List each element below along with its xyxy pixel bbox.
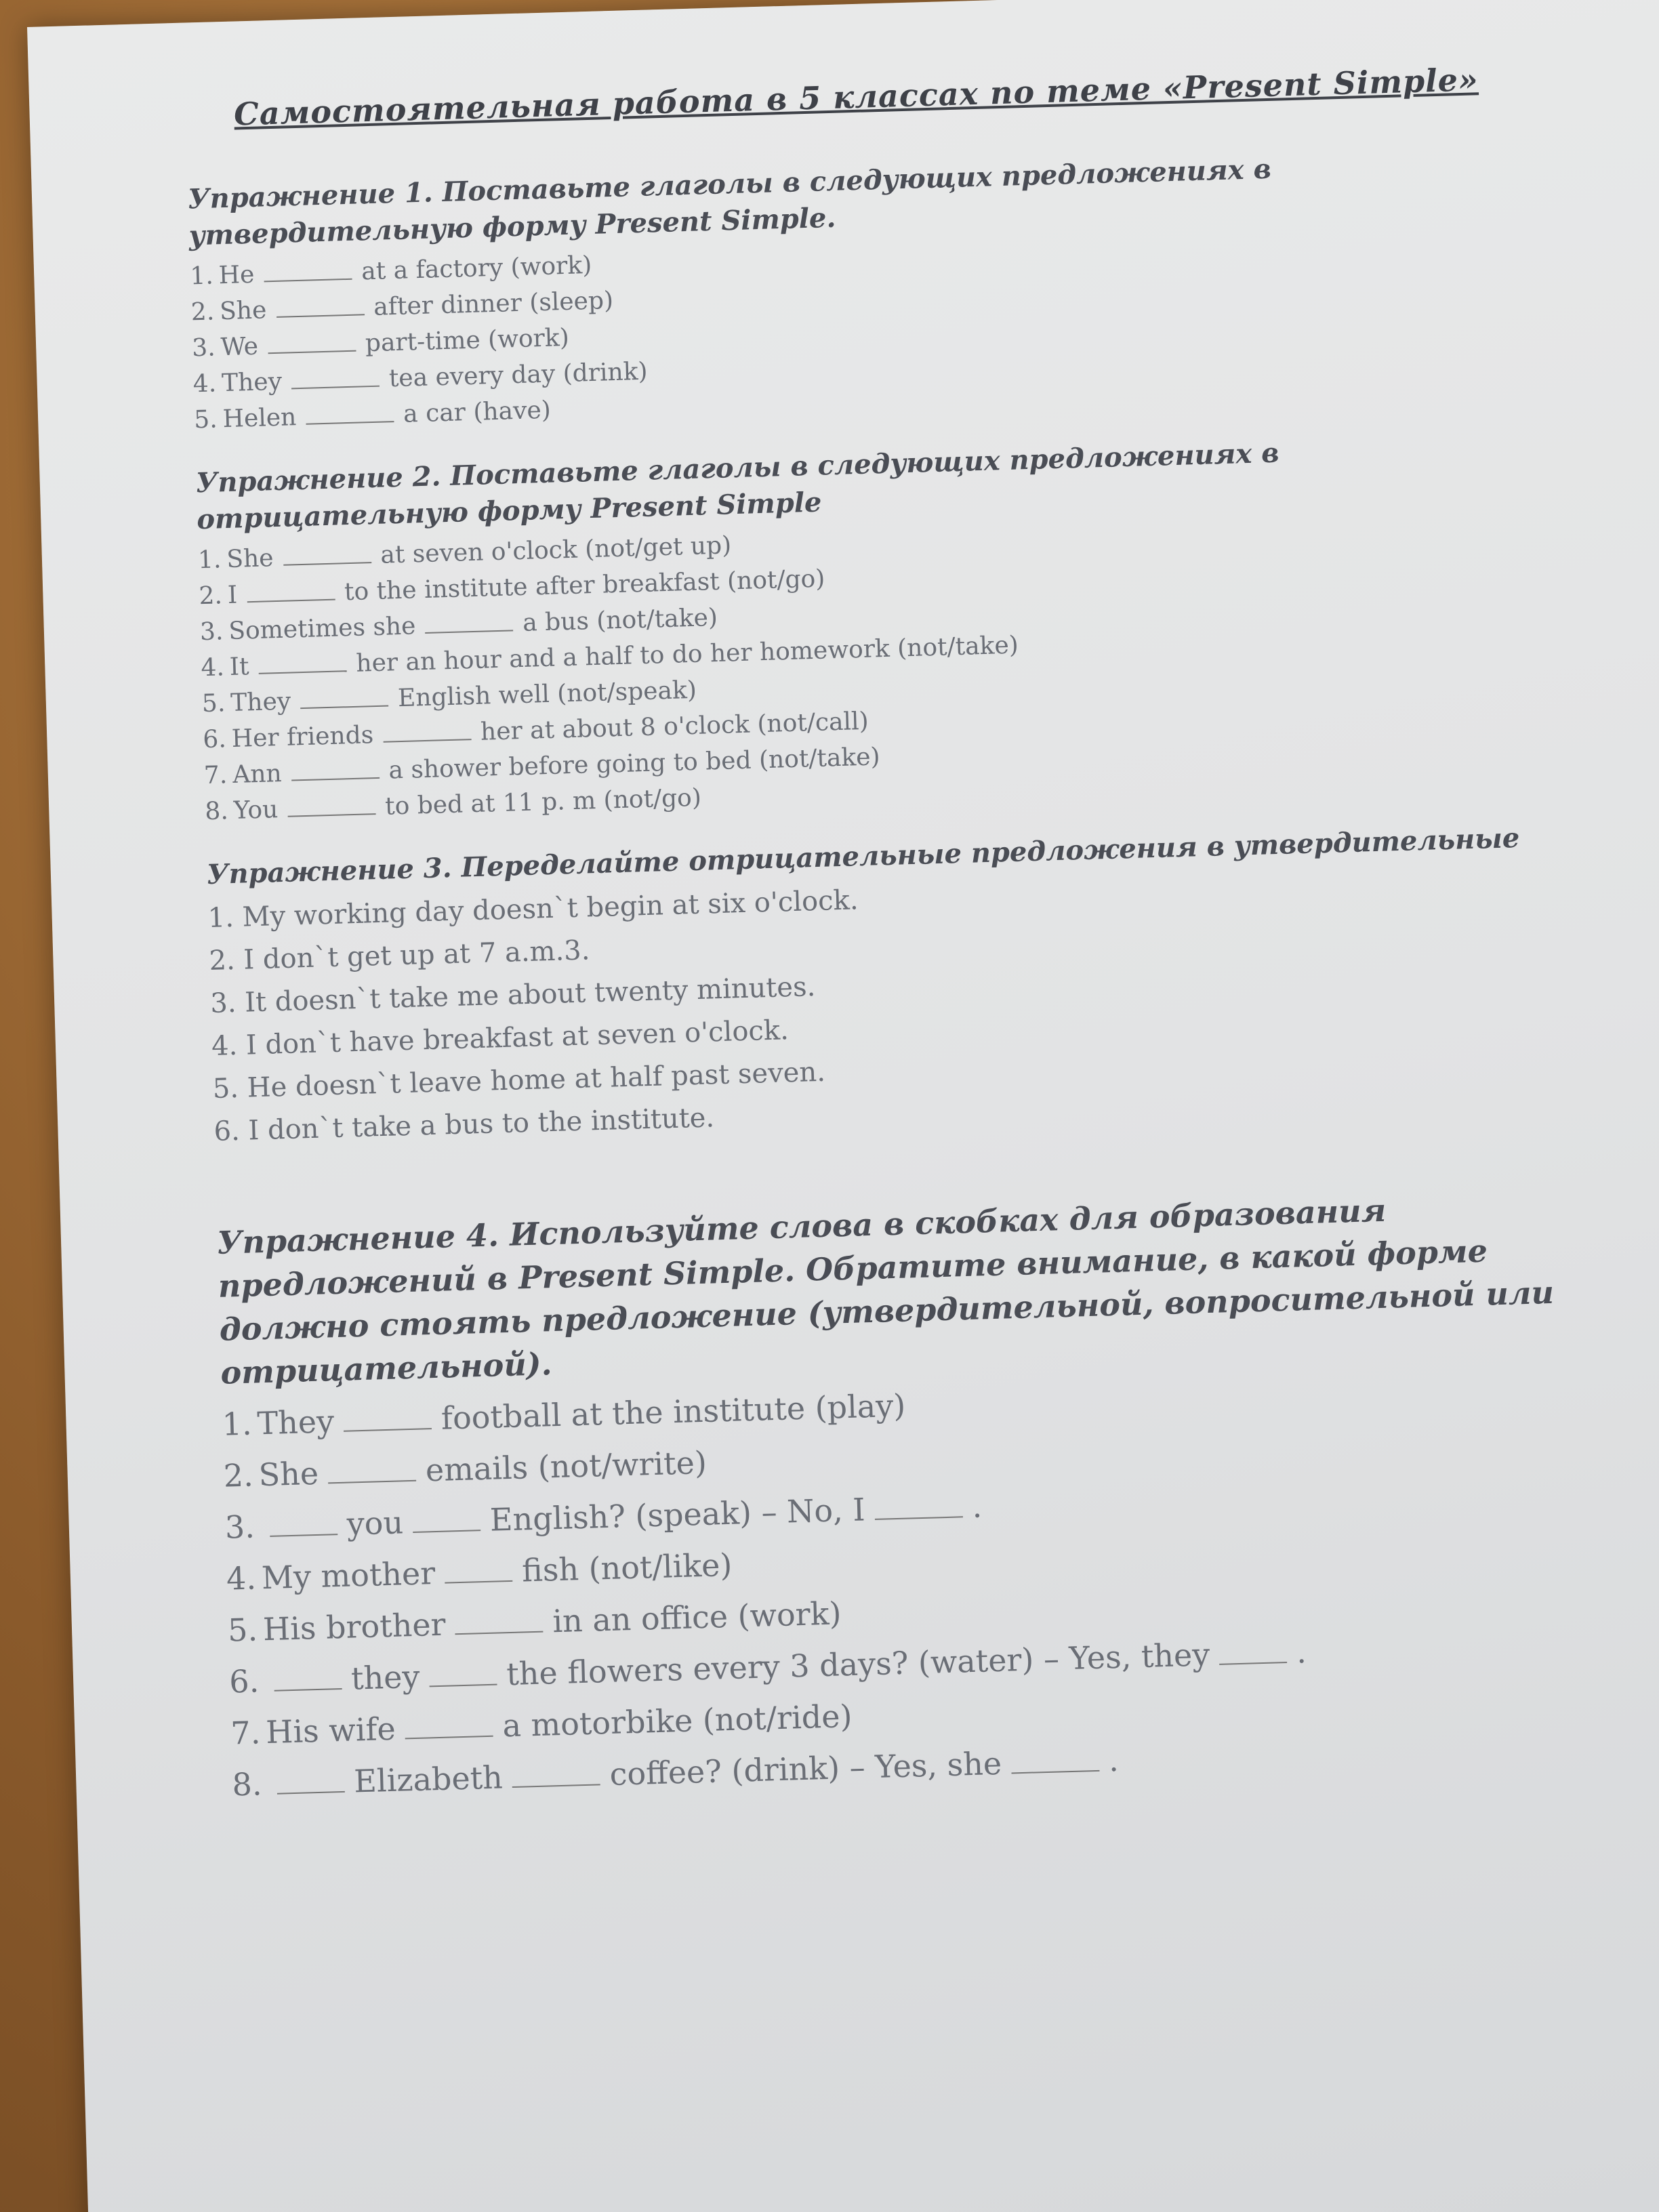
worksheet-paper <box>27 0 1659 2212</box>
worksheet-title: Самостоятельная работа в 5 классах по теме «Present Simple» <box>233 61 1479 133</box>
exercise-3-item-1: 1. My working day doesn`t begin at six o'clock. <box>207 884 859 935</box>
exercise-3-heading: Упражнение 3. Переделайте отрицательные предложения в утвердительные <box>206 821 1520 891</box>
answer-blank[interactable] <box>300 705 388 709</box>
exercise-1 <box>187 144 1536 438</box>
exercise-2-item-3: 3. Sometimes she a bus (not/take) <box>199 603 718 647</box>
answer-blank[interactable] <box>430 1684 497 1687</box>
exercise-3-item-4: 4. I don`t have breakfast at seven o'clock. <box>211 1015 790 1062</box>
answer-blank[interactable] <box>283 562 371 566</box>
answer-blank[interactable] <box>426 630 514 634</box>
exercise-2-item-5: 5. They English well (not/speak) <box>201 676 697 718</box>
exercise-2-item-8: 8. You to bed at 11 p. m (not/go) <box>204 783 702 826</box>
exercise-4-heading: Упражнение 4. Используйте слова в скобках для образования предложений в Present Simple. Обратите внимание, в какой форме должно стоять предложение (утвердительной, вопросительной или отрицательной). <box>216 1191 1555 1391</box>
exercise-2 <box>195 428 1547 830</box>
answer-blank[interactable] <box>455 1631 544 1635</box>
answer-blank[interactable] <box>270 1534 337 1537</box>
exercise-4 <box>216 1184 1574 1811</box>
exercise-3-item-5: 5. He doesn`t leave home at half past seven. <box>212 1056 826 1105</box>
answer-blank[interactable] <box>259 670 347 674</box>
exercise-3-item-6: 6. I don`t take a bus to the institute. <box>213 1102 715 1147</box>
exercise-1-item-3: 3. We part-time (work) <box>191 323 570 363</box>
exercise-4-item-7: 7. His wife a motorbike (not/ride) <box>230 1697 853 1752</box>
answer-blank[interactable] <box>276 314 365 318</box>
answer-blank[interactable] <box>1220 1662 1288 1665</box>
answer-blank[interactable] <box>277 1791 345 1795</box>
exercise-2-item-1: 1. She at seven o'clock (not/get up) <box>197 531 732 575</box>
answer-blank[interactable] <box>512 1784 600 1788</box>
answer-blank[interactable] <box>445 1580 513 1584</box>
exercise-1-heading: Упражнение 1. Поставьте глаголы в следующих предложениях в утвердительную форму Present Simple. <box>187 152 1272 252</box>
exercise-2-item-6: 6. Her friends her at about 8 o'clock (not/call) <box>202 707 869 754</box>
exercise-4-item-2: 2. She emails (not/write) <box>223 1443 708 1494</box>
exercise-2-heading: Упражнение 2. Поставьте глаголы в следующих предложениях в отрицательную форму Present Simple <box>195 436 1280 536</box>
answer-blank[interactable] <box>328 1480 416 1484</box>
exercise-4-item-6: 6. they the flowers every 3 days? (water) – Yes, they . <box>228 1633 1307 1700</box>
answer-blank[interactable] <box>1011 1770 1099 1774</box>
exercise-4-item-1: 1. They football at the institute (play) <box>221 1387 906 1443</box>
exercise-1-item-1: 1. He at a factory (work) <box>189 251 592 291</box>
answer-blank[interactable] <box>264 279 352 283</box>
exercise-1-item-4: 4. They tea every day (drink) <box>192 357 649 398</box>
exercise-1-item-2: 2. She after dinner (sleep) <box>190 287 614 327</box>
exercise-2-item-4: 4. It her an hour and a half to do her homework (not/take) <box>200 631 1019 682</box>
exercise-3 <box>206 819 1555 1153</box>
exercise-2-item-2: 2. I to the institute after breakfast (not/go) <box>198 565 825 611</box>
answer-blank[interactable] <box>274 1688 342 1692</box>
answer-blank[interactable] <box>383 739 471 743</box>
exercise-2-item-7: 7. Ann a shower before going to bed (not/take) <box>203 743 881 790</box>
exercise-3-item-3: 3. It doesn`t take me about twenty minutes. <box>209 971 816 1020</box>
exercise-4-item-3: 3. you English? (speak) – No, I . <box>224 1488 983 1546</box>
answer-blank[interactable] <box>291 777 380 781</box>
exercise-4-item-5: 5. His brother in an office (work) <box>227 1595 842 1649</box>
worksheet-content <box>185 60 1575 1837</box>
answer-blank[interactable] <box>413 1530 480 1533</box>
exercise-4-item-8: 8. Elizabeth coffee? (drink) – Yes, she . <box>231 1742 1120 1803</box>
answer-blank[interactable] <box>306 421 394 425</box>
exercise-4-item-4: 4. My mother fish (not/like) <box>226 1546 733 1597</box>
answer-blank[interactable] <box>291 386 380 390</box>
answer-blank[interactable] <box>247 599 335 603</box>
answer-blank[interactable] <box>268 350 356 354</box>
answer-blank[interactable] <box>405 1736 493 1740</box>
answer-blank[interactable] <box>288 813 376 817</box>
exercise-3-item-2: 2. I don`t get up at 7 a.m.3. <box>208 935 590 977</box>
answer-blank[interactable] <box>875 1516 963 1520</box>
exercise-1-item-5: 5. Helen a car (have) <box>193 396 552 434</box>
answer-blank[interactable] <box>344 1428 432 1432</box>
